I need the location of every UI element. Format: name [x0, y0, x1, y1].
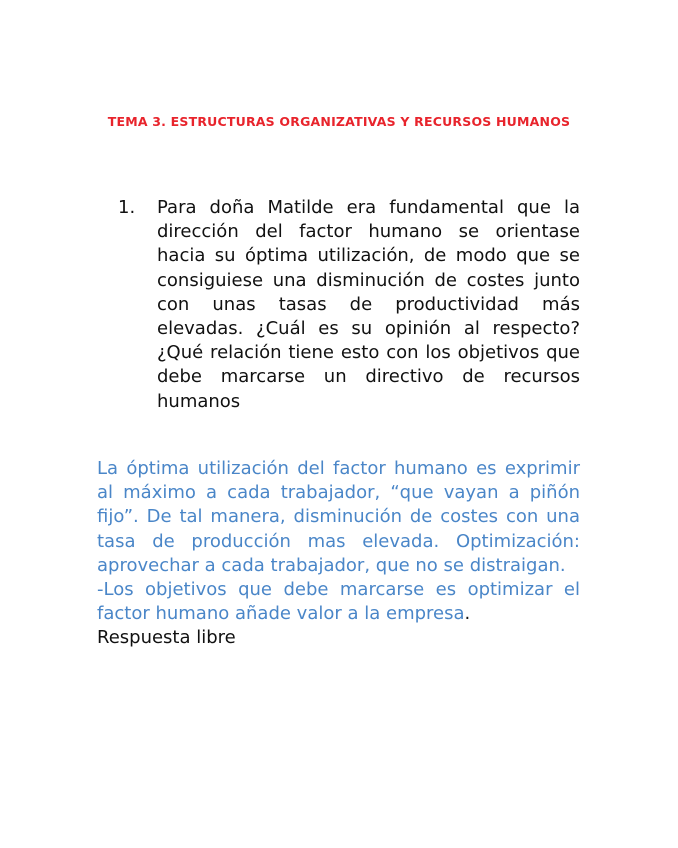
answer-paragraph-1: La óptima utilización del factor humano es exprimir al máximo a cada trabajador, “que vayan a piñón fijo”. De tal manera, disminución de costes con una tasa de producción mas elevada. Optimización: aprovechar a cada trabajador, que no se distraigan.	[97, 458, 580, 576]
answer-paragraph-2-text: -Los objetivos que debe marcarse es optimizar el factor humano añade valor a la empresa	[97, 579, 580, 625]
answer-paragraph-2	[97, 578, 580, 626]
answer-footer-label: Respuesta libre	[97, 627, 236, 649]
document-title: TEMA 3. ESTRUCTURAS ORGANIZATIVAS Y RECURSOS HUMANOS	[107, 114, 571, 129]
answer-paragraph-2-end: .	[464, 603, 471, 625]
question-text: Para doña Matilde era fundamental que la dirección del factor humano se orientase hacia su óptima utilización, de modo que se consiguiese una disminución de costes junto con unas tasas de productividad más elevadas. ¿Cuál es su opinión al respecto? ¿Qué relación tiene esto con los objetivos que debe marcarse un directivo de recursos humanos	[157, 197, 580, 412]
question-number: 1.	[118, 197, 136, 218]
question-item	[118, 196, 580, 414]
answer-block	[97, 457, 580, 651]
